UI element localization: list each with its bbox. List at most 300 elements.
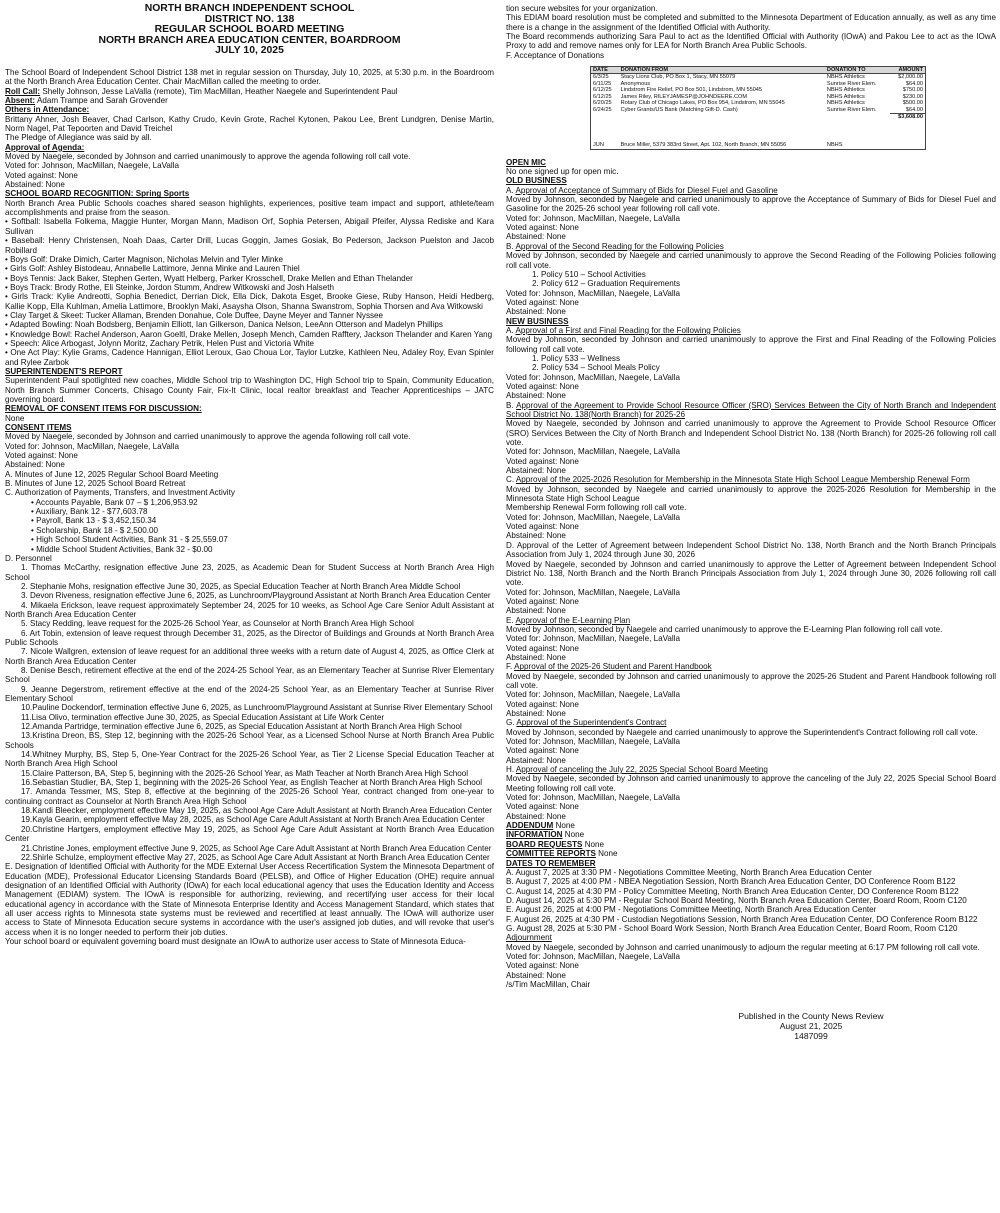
paragraph — [5, 479, 494, 488]
paragraph-text: C. August 14, 2025 at 4:30 PM - Policy Committee Meeting, North Branch Area Education Center, DO Conference Room B122 — [506, 886, 959, 896]
donation-to: NBHS — [826, 142, 843, 149]
left-body — [5, 68, 494, 946]
paragraph — [506, 32, 996, 51]
paragraph-text: • Boys Track: Brody Rothe, Eli Steinke, Jordon Stumm, Andrew Witkowski and Josh Halseth — [5, 282, 334, 292]
paragraph — [506, 307, 996, 316]
paragraph — [5, 432, 494, 441]
paragraph-text: Voted for: Johnson, MacMillan, Naegele, LaValla — [506, 690, 680, 700]
empty-cell — [825, 113, 890, 120]
paragraph-text: Voted against: None — [506, 596, 579, 606]
col-amount: AMOUNT — [890, 67, 925, 74]
paragraph — [5, 143, 494, 152]
paragraph-text: SUPERINTENDENT'S REPORT — [5, 366, 123, 376]
paragraph — [5, 255, 494, 264]
paragraph-text: Moved by Naegele, seconded by Johnson and carried unanimously to approve the canceling of the July 22, 2025 Special School Board Meeting following roll call vote. — [506, 774, 996, 793]
donation-total-row — [591, 113, 925, 120]
paragraph — [5, 105, 494, 114]
paragraph — [506, 765, 996, 774]
paragraph — [5, 133, 494, 142]
paragraph-text: • Clay Target & Skeet: Tucker Allaman, Brenden Donahue, Cole Duffee, Dayne Meyer and Tanner Nyssee — [5, 310, 384, 320]
paragraph-text: Voted for: Johnson, MacMillan, Naegele, LaValla — [506, 512, 680, 522]
paragraph — [506, 158, 996, 167]
paragraph — [5, 189, 494, 198]
paragraph-label: H. — [506, 765, 516, 775]
paragraph — [506, 419, 996, 447]
paragraph-text: Moved by Johnson, seconded by Naegele and carried unanimously to approve the E-Learning Plan following roll call vote. — [506, 624, 943, 634]
section-label: COMMITTEE REPORTS — [506, 849, 596, 859]
paragraph — [506, 513, 996, 522]
paragraph — [506, 232, 996, 241]
paragraph — [506, 354, 996, 363]
donation-date: 6/3/25 — [593, 74, 609, 81]
paragraph-text: Voted for: Johnson, MacMillan, Naegele, LaValla — [506, 951, 680, 961]
paragraph — [5, 750, 494, 769]
section-label: BOARD REQUESTS — [506, 839, 583, 849]
paragraph — [5, 423, 494, 432]
donation-from: Bruce Miller, 5379 383rd Street, Apt. 102, North Branch, MN 55056 — [620, 142, 787, 149]
paragraph-text: • Knowledge Bowl: Rachel Anderson, Aaron Goeltl, Drake Mellen, Joseph Mench, Camden Rafftery, Jackson Thelander and Karen Yang — [5, 329, 493, 339]
donations-body — [591, 74, 925, 149]
paragraph-text: • Baseball: Henry Christensen, Noah Daas, Carter Drill, Lucas Goggin, James Gosiak, Bo Pederson, Jackson Puelston and Jacob Robillard — [5, 236, 494, 255]
paragraph — [506, 457, 996, 466]
paragraph — [506, 672, 996, 691]
paragraph — [506, 475, 996, 484]
paragraph-text: • Boys Tennis: Jack Baker, Stephen Gerten, Wyatt Helberg, Parker Krosschell, Drake Mellen and Ethan Thelander — [5, 273, 413, 283]
paragraph — [5, 563, 494, 582]
paragraph-text: E. August 26, 2025 at 4:00 PM - Negotiations Committee Meeting, North Branch Area Education Center — [506, 905, 877, 915]
donation-from: James Riley, RILEYJAMESP@JOHNDEERE.COM — [620, 93, 748, 100]
left-column — [5, 4, 494, 946]
paragraph-text: Accounts Payable, Bank 07 – $ 1,206,953.92 — [35, 497, 198, 507]
paragraph-text: OPEN MIC — [506, 157, 547, 167]
paragraph — [506, 503, 996, 512]
paragraph — [506, 541, 996, 560]
paragraph — [506, 167, 996, 176]
paragraph — [5, 367, 494, 376]
paragraph — [506, 821, 996, 830]
paragraph-text: 10.Pauline Dockendorf, termination effective June 6, 2025, as Lunchroom/Playground Assistant at Sunrise River Elementary School — [21, 703, 493, 713]
paragraph — [5, 68, 494, 87]
paragraph-text: 15.Claire Patterson, BA, Step 5, beginning with the 2025-26 School Year, as Math Teacher at North Branch Area High School — [21, 768, 469, 778]
item-title: Approval of a First and Final Reading for the Following Policies — [515, 325, 741, 335]
footer-publication: Published in the County News Review — [738, 1011, 884, 1022]
donation-amount: $500.00 — [902, 100, 923, 107]
paragraph — [506, 709, 996, 718]
paragraph — [506, 522, 996, 531]
paragraph — [506, 326, 996, 335]
paragraph-text: Abstained: None — [506, 466, 566, 476]
paragraph — [506, 373, 996, 382]
paragraph-text: NEW BUSINESS — [506, 316, 569, 326]
paragraph-text: Voted for: Johnson, MacMillan, Naegele, LaValla — [506, 634, 680, 644]
donation-amount: $750.00 — [902, 87, 923, 94]
paragraph-text: 2. Stephanie Mohs, resignation effective June 30, 2025, as Special Education Teacher at North Branch Area Middle School — [21, 581, 461, 591]
paragraph — [506, 251, 996, 270]
paragraph-text: Moved by Johnson, seconded by Naegele and carried unanimously to approve the Acceptance of Summary of Bids for Diesel Fuel and Gasoline for the 2025-26 school year following roll call vote. — [506, 195, 996, 214]
paragraph-label: A. — [506, 185, 516, 195]
paragraph — [506, 606, 996, 615]
paragraph-text: High School Student Activities, Bank 31 - $ 25,559.07 — [36, 535, 228, 545]
paragraph-text: 5. Stacy Redding, leave request for the 2025-26 School Year, as Counselor at North Branch Area High School — [21, 619, 414, 629]
paragraph — [506, 653, 996, 662]
paragraph — [506, 13, 996, 32]
paragraph — [5, 451, 494, 460]
paragraph-text: A. August 7, 2025 at 3:30 PM - Negotiations Committee Meeting, North Branch Area Education Center — [506, 867, 872, 877]
paragraph — [5, 320, 494, 329]
paragraph-text: Voted against: None — [506, 802, 579, 812]
paragraph-label: F. — [506, 662, 515, 672]
section-label: INFORMATION — [506, 830, 563, 840]
paragraph — [506, 625, 996, 634]
paragraph-text: • Softball: Isabella Folkema, Maggie Hunter, Morgan Mann, Madison Orf, Sophia Petersen, Abigail Pfeifer, Alyssa Rediske and Kara Sullivan — [5, 217, 494, 236]
paragraph — [5, 629, 494, 648]
paragraph — [5, 647, 494, 666]
paragraph — [506, 662, 996, 671]
donation-from: Stacy Lions Club, PO Box 1, Stacy, MN 55079 — [620, 74, 736, 81]
paragraph — [506, 466, 996, 475]
paragraph — [5, 545, 494, 554]
paragraph-text: Brittany Ahner, Josh Beaver, Chad Carlson, Kathy Crudo, Kevin Grote, Rachel Kytonen, Pakou Lee, Brent Lundgren, Denise Martin, Norm Nagel, Pat Tepoorten and David Treichel — [5, 114, 494, 134]
paragraph — [506, 728, 996, 737]
paragraph — [5, 199, 494, 218]
donation-amount: $2,000.00 — [898, 74, 923, 81]
paragraph — [5, 507, 494, 516]
header-line: DISTRICT NO. 138 — [204, 13, 295, 25]
paragraph — [506, 915, 996, 924]
paragraph-text: The Board recommends authorizing Sara Paul to act as the Identified Official with Authority (IOwA) and Pakou Lee to act as the IOwA Proxy to add and remove names only for LEA for North Branch Area Public Schools. — [506, 32, 996, 51]
paragraph — [506, 531, 996, 540]
paragraph-text: E. Designation of Identified Official with Authority for the MDE External User Access Recertification System the Minnesota Department of Education (MDE), Professional Educator Licensing Standards Board (PELSB), and Office of Higher Education (OHE) require annual designation of an Identified Official with Authority (IOwA) for each local educational agency that uses the Education Identity and Access Management (EDIAM) system. The IOwA is responsible for authorizing, reviewing, and recertifying user access for their local educational agency in accordance with the State of Minnesota Enterprise Identity and Access Management Standard, which states that all user access rights to Minnesota state systems must be reviewed and recertified at least annually. The IOwA will authorize user access to State of Minnesota Education secure systems in accordance with the user's assigned job duties, and will revoke that user's access when it is no longer needed to perform their job duties. — [5, 862, 494, 937]
paragraph-text: Voted against: None — [5, 451, 78, 461]
section-label: ADDENDUM — [506, 821, 554, 831]
paragraph-text: Abstained: None — [506, 606, 566, 616]
paragraph — [506, 560, 996, 588]
paragraph — [5, 339, 494, 348]
paragraph-text: 14.Whitney Murphy, BS, Step 5, One-Year Contract for the 2025-26 School Year, as Tier 2 License Special Education Teacher at North Branch Area High School — [5, 750, 494, 769]
donation-to: NBHS Athletics — [826, 93, 865, 100]
paragraph — [506, 980, 996, 989]
paragraph-text: Voted for: Johnson, MacMillan, Naegele, LaValla — [506, 288, 680, 298]
paragraph — [506, 933, 996, 942]
donation-row — [591, 107, 925, 114]
right-top-body — [506, 4, 996, 60]
paragraph-text: Superintendent Paul spotlighted new coaches, Middle School trip to Washington DC, High School trip to Spain, Community Education, North Branch Summer Concerts, Chisago County Fair, Fix-It Clinic, local realtor breakfast and Teacher Apprenticeships – JATC governing board. — [5, 376, 494, 404]
paragraph-label: B. — [506, 400, 517, 410]
paragraph-text: Voted for: Johnson, MacMillan, Naegele, LaValla — [5, 441, 179, 451]
paragraph — [5, 601, 494, 620]
donation-from: Anonymous — [620, 80, 651, 87]
col-date: DATE — [591, 67, 619, 74]
paragraph-text: Moved by Naegele, seconded by Johnson and carried unanimously to approve the Agreement to Provide School Resource Officer (SRO) Services Between the City of North Branch and Independent School District No. 138 (North Branch) for 2025-26 following roll call vote. — [506, 419, 996, 448]
paragraph — [5, 292, 494, 311]
paragraph — [506, 830, 996, 839]
donation-date: 6/20/25 — [593, 100, 612, 107]
paragraph — [5, 685, 494, 704]
document-header — [5, 4, 494, 57]
paragraph-text: • Girls Track: Kylie Andreotti, Sophia Benedict, Derrian Dick, Ella Dick, Dakota Esget, Brooke Giese, Ruby Hanson, Heidi Hedberg, Kallie Kopp, Ella Kuhlman, Amelia Lattimore, Brooklyn Maki, Asaysha Olson, Shanna Swanstrom, Sophia Thorsen and Ava Witkowski — [5, 292, 494, 311]
paragraph-text: D. August 14, 2025 at 5:30 PM - Regular School Board Meeting, North Branch Area Education Center, Board Room, Room C120 — [506, 895, 967, 905]
paragraph — [5, 414, 494, 423]
paragraph-text: Abstained: None — [506, 811, 566, 821]
paragraph — [5, 778, 494, 787]
donations-table — [590, 66, 926, 150]
paragraph-text: 19.Kayla Gearin, employment effective May 28, 2025, as School Age Care Adult Assistant at North Branch Area Education Center — [21, 815, 485, 825]
paragraph — [506, 51, 996, 60]
paragraph-text: 12.Amanda Partridge, termination effective June 6, 2025, as Special Education Assistant at North Branch Area High School — [21, 722, 462, 732]
paragraph-text: Moved by Naegele, seconded by Johnson and carried unanimously to approve the agenda following roll call vote. — [5, 432, 411, 442]
paragraph — [5, 376, 494, 404]
paragraph — [5, 844, 494, 853]
donation-date: JUN — [593, 142, 604, 149]
paragraph-text: Voted against: None — [5, 170, 78, 180]
paragraph — [506, 952, 996, 961]
paragraph — [5, 171, 494, 180]
paragraph-text: Approval of Agenda: — [5, 142, 85, 152]
paragraph — [5, 460, 494, 469]
paragraph — [5, 404, 494, 413]
paragraph-text: None — [562, 830, 585, 840]
donation-from: Cyber Grants/US Bank (Matching Gift-D. Cash) — [620, 106, 738, 113]
paragraph — [5, 348, 494, 367]
paragraph — [5, 815, 494, 824]
paragraph-label: C. — [506, 475, 516, 485]
col-to: DONATION TO — [825, 67, 890, 74]
paragraph-text: Moved by Naegele, seconded by Johnson and carried unanimously to approve the agenda following roll call vote. — [5, 152, 411, 162]
donation-from: Rotary Club of Chicago Lakes, PO Box 954, Lindstrom, MN 55045 — [620, 100, 785, 107]
paragraph — [506, 279, 996, 288]
header-line: NORTH BRANCH AREA EDUCATION CENTER, BOARDROOM — [98, 34, 401, 46]
paragraph-text: C. Authorization of Payments, Transfers, and Investment Activity — [5, 488, 235, 498]
paragraph-text: Moved by Johnson, seconded by Naegele and carried unanimously to approve the 2025-2026 Resolution for Membership in the Minnesota State High School League — [506, 484, 996, 504]
header-line: NORTH BRANCH INDEPENDENT SCHOOL — [144, 3, 355, 14]
paragraph-text: 18.Kandi Bleecker, employment effective May 19, 2025, as School Age Care Adult Assistant at North Branch Area Education Center — [21, 806, 492, 816]
paragraph-text: Abstained: None — [506, 307, 566, 317]
right-column — [506, 4, 996, 1041]
paragraph-text: Moved by Johnson, seconded by Naegele and carried unanimously to approve the Superintendent's Contract following roll call vote. — [506, 727, 978, 737]
paragraph — [5, 264, 494, 273]
paragraph-text: CONSENT ITEMS — [5, 423, 72, 433]
paragraph-text: North Branch Area Public Schools coaches shared season highlights, experiences, positive team impact and support, athlete/team accomplishments and praise from the season. — [5, 198, 494, 218]
paragraph-text: 11.Lisa Olivo, termination effective June 30, 2025, as Special Education Assistant at Life Work Center — [21, 712, 385, 722]
paragraph — [506, 317, 996, 326]
paragraph — [506, 298, 996, 307]
paragraph — [506, 363, 996, 372]
paragraph-text: 3. Devon Riveness, resignation effective June 6, 2025, as Lunchroom/Playground Assistant at North Branch Area Education Center — [21, 591, 491, 601]
paragraph — [506, 634, 996, 643]
paragraph — [506, 840, 996, 849]
paragraph — [5, 535, 494, 544]
paragraph-text: This EDIAM board resolution must be completed and submitted to the Minnesota Department of Education annually, as well as any time there is a change in the assignment of the Identified Official with Authority. — [506, 13, 996, 32]
paragraph-text: Auxiliary, Bank 12 - $77,603.78 — [35, 507, 148, 517]
paragraph-text: Voted against: None — [506, 297, 579, 307]
paragraph — [506, 943, 996, 952]
paragraph-text: /s/Tim MacMillan, Chair — [506, 979, 591, 989]
paragraph — [5, 274, 494, 283]
donation-total: $3,608.00 — [890, 113, 925, 120]
paragraph-text: Shelly Johnson, Jesse LaValla (remote), Tim MacMillan, Heather Naegele and Superintendent Paul — [40, 86, 398, 96]
paragraph-text: Middle School Student Activities, Bank 32 - $0.00 — [36, 544, 213, 554]
paragraph-text: None — [553, 821, 575, 831]
paragraph-text: Scholarship, Bank 18 - $ 2,500.00 — [36, 525, 159, 535]
paragraph-text: Voted against: None — [506, 961, 579, 971]
paragraph — [5, 731, 494, 750]
donation-row — [591, 74, 925, 81]
paragraph — [506, 597, 996, 606]
paragraph-text: Voted for: Johnson, MacMillan, Naegele, LaValla — [506, 372, 680, 382]
paragraph-text: A. Minutes of June 12, 2025 Regular School Board Meeting — [5, 469, 219, 479]
paragraph-text: REMOVAL OF CONSENT ITEMS FOR DISCUSSION: — [5, 404, 202, 414]
paragraph-text: Voted against: None — [506, 643, 579, 653]
paragraph — [5, 470, 494, 479]
item-title: Approval of the E-Learning Plan — [515, 615, 631, 625]
paragraph-text: Abstained: None — [506, 970, 566, 980]
paragraph-text: Abstained: None — [5, 460, 65, 470]
paragraph-text: Moved by Naegele, seconded by Johnson and carried unanimously to approve the 2025-26 Student and Parent Handbook following roll call vote. — [506, 671, 996, 690]
paragraph-text: B. Minutes of June 12, 2025 School Board Retreat — [5, 479, 186, 489]
paragraph — [5, 591, 494, 600]
paragraph — [5, 311, 494, 320]
paragraph-text: 1. Policy 510 – School Activities — [532, 269, 646, 279]
paragraph-text: Adjournment — [506, 933, 552, 943]
paragraph-text: Your school board or equivalent governing board must designate an IOwA to authorize user access to State of Minnesota Educa- — [5, 936, 466, 946]
paragraph — [506, 877, 996, 886]
donation-to: NBHS Athletics — [826, 100, 865, 107]
paragraph-text: Voted against: None — [506, 522, 579, 532]
paragraph — [506, 391, 996, 400]
paragraph-text: • Boys Golf: Drake Dimich, Carter Magnison, Nicholas Melvin and Tyler Minke — [5, 254, 283, 264]
paragraph-label: G. — [506, 718, 517, 728]
paragraph-text: G. August 28, 2025 at 5:30 PM - School Board Work Session, North Branch Area Education Center, Board Room, Room C120 — [506, 923, 958, 933]
paragraph-text: Abstained: None — [506, 391, 566, 401]
donation-amount: $64.00 — [905, 106, 923, 113]
paragraph — [5, 713, 494, 722]
paragraph-text: None — [595, 849, 618, 859]
paragraph-label: E. — [506, 615, 516, 625]
paragraph — [5, 526, 494, 535]
paragraph-text: OLD BUSINESS — [506, 176, 567, 186]
paragraph — [5, 283, 494, 292]
paragraph — [506, 718, 996, 727]
item-title: Approval of the Agreement to Provide School Resource Officer (SRO) Services Between the City of North Branch and Independent School District No. 138(North Branch) for 2025-26 — [506, 400, 996, 419]
paragraph — [506, 802, 996, 811]
paragraph-text: Voted against: None — [506, 456, 579, 466]
paragraph — [506, 270, 996, 279]
paragraph-text: • One Act Play: Kylie Grams, Cadence Hannigan, Elliot Leroux, Gao Choua Lor, Taylor Lutzke, Kathleen Neu, Adaley Roy, Evan Spinler and Rylee Zarbok — [5, 348, 494, 367]
paragraph-text: Moved by Johnson, seconded by Johnson and carried unanimously to approve the First and Final Reading of the Following Policies following roll call vote. — [506, 335, 996, 354]
paragraph — [5, 769, 494, 778]
paragraph-text: Voted for: Johnson, MacMillan, Naegele, LaValla — [506, 213, 680, 223]
paragraph-text: Others in Attendance: — [5, 105, 90, 115]
paragraph — [506, 690, 996, 699]
empty-cell — [619, 113, 825, 120]
paragraph-text: D. Personnel — [5, 553, 52, 563]
paragraph-text: Moved by Johnson, seconded by Naegele and carried unanimously to approve the Second Reading of the Following Policies following roll call vote. — [506, 251, 996, 270]
paragraph — [506, 176, 996, 185]
item-title: Approval of the Second Reading for the Following Policies — [515, 241, 724, 251]
donation-from: Lindstrom Fire Relief, PO Box 501, Lindstrom, MN 55045 — [620, 87, 763, 94]
paragraph — [506, 242, 996, 251]
item-title: Approval of the Superintendent's Contract — [516, 718, 667, 728]
paragraph-text: Abstained: None — [506, 755, 566, 765]
paragraph-text: Abstained: None — [506, 709, 566, 718]
paragraph — [506, 887, 996, 896]
donation-to: Sunrise River Elem. — [826, 80, 877, 87]
paragraph — [5, 619, 494, 628]
paragraph — [5, 806, 494, 815]
paragraph-text: 17. Amanda Tessmer, MS, Step 8, effective at the beginning of the 2025-26 School Year, contract changed from one-year to continuing contract as Counselor at North Branch Area High School — [5, 787, 494, 806]
paragraph — [506, 382, 996, 391]
paragraph-text: 1. Policy 533 – Wellness — [532, 353, 621, 363]
paragraph-text: 21.Christine Jones, employment effective June 9, 2025, as School Age Care Adult Assistant at North Branch Area Education Center — [21, 843, 492, 853]
paragraph-text: • Adapted Bowling: Noah Bodsberg, Benjamin Elliott, Ian Gilkerson, Danica Nelson, LeeAnn Otterson and Madelyn Phillips — [5, 320, 443, 330]
col-from: DONATION FROM — [619, 67, 825, 74]
paragraph — [506, 4, 996, 13]
paragraph-text: Payroll, Bank 13 - $ 3,452,150.34 — [36, 516, 157, 526]
paragraph — [506, 700, 996, 709]
paragraph — [506, 924, 996, 933]
paragraph — [506, 859, 996, 868]
paragraph-text: Abstained: None — [5, 180, 65, 190]
footer-date: August 21, 2025 — [779, 1021, 843, 1032]
paragraph — [5, 330, 494, 339]
paragraph-text: Membership Renewal Form following roll call vote. — [506, 503, 687, 513]
paragraph-text: 13.Kristina Dreon, BS, Step 12, beginning with the 2025-26 School Year, as a Licensed School Nurse at North Branch Area Public Schools — [5, 731, 494, 750]
paragraph-text: 16.Sebastian Studier, BA, Step 1, beginning with the 2025-26 School Year, as English Teacher at North Branch Area High School — [21, 778, 483, 788]
paragraph-text: Voted against: None — [506, 381, 579, 391]
paragraph — [506, 447, 996, 456]
paragraph-text: 2. Policy 612 – Graduation Requirements — [532, 279, 681, 289]
paragraph-text: Voted for: Johnson, MacMillan, Naegele, LaValla — [5, 161, 179, 171]
paragraph — [506, 335, 996, 354]
right-bottom-body — [506, 158, 996, 990]
paragraph — [506, 961, 996, 970]
footer-id: 1487099 — [794, 1031, 828, 1042]
paragraph — [506, 746, 996, 755]
paragraph — [506, 616, 996, 625]
paragraph — [506, 588, 996, 597]
paragraph-text: The Pledge of Allegiance was said by all. — [5, 133, 152, 143]
paragraph-text: Voted for: Johnson, MacMillan, Naegele, LaValla — [506, 737, 680, 747]
paragraph-text: 6. Art Tobin, extension of leave request through December 31, 2025, as the Director of Buildings and Grounds at North Branch Area Public Schools — [5, 628, 494, 647]
publication-footer — [506, 1011, 996, 1041]
paragraph — [5, 787, 494, 806]
donation-to: NBHS Athletics — [826, 74, 865, 81]
paragraph-text: B. August 7, 2025 at 4:00 PM - NBEA Negotiation Session, North Branch Area Education Center, DO Conference Room B122 — [506, 877, 956, 887]
paragraph — [5, 516, 494, 525]
paragraph — [5, 825, 494, 844]
spacer-row — [591, 120, 925, 142]
paragraph-text: Voted for: Johnson, MacMillan, Naegele, LaValla — [506, 793, 680, 803]
paragraph — [506, 223, 996, 232]
paragraph — [5, 87, 494, 96]
paragraph-text: Abstained: None — [506, 531, 566, 541]
paragraph-text: Voted against: None — [506, 699, 579, 709]
paragraph-text: Adam Trampe and Sarah Grovender — [35, 96, 168, 105]
paragraph-text: Voted for: Johnson, MacMillan, Naegele, LaValla — [506, 447, 680, 457]
paragraph-text: Voted against: None — [506, 746, 579, 756]
paragraph-label: Absent: — [5, 96, 36, 105]
paragraph — [5, 722, 494, 731]
paragraph — [506, 971, 996, 980]
paragraph — [5, 862, 494, 937]
paragraph — [5, 96, 494, 105]
donation-amount: $64.00 — [905, 80, 923, 87]
paragraph — [506, 214, 996, 223]
paragraph — [506, 868, 996, 877]
paragraph-text: 22.Shirle Schulze, employment effective May 27, 2025, as School Age Care Adult Assistant at North Branch Area Education Center — [21, 852, 490, 862]
donation-date: 6/12/25 — [593, 93, 612, 100]
paragraph-label: A. — [506, 325, 516, 335]
